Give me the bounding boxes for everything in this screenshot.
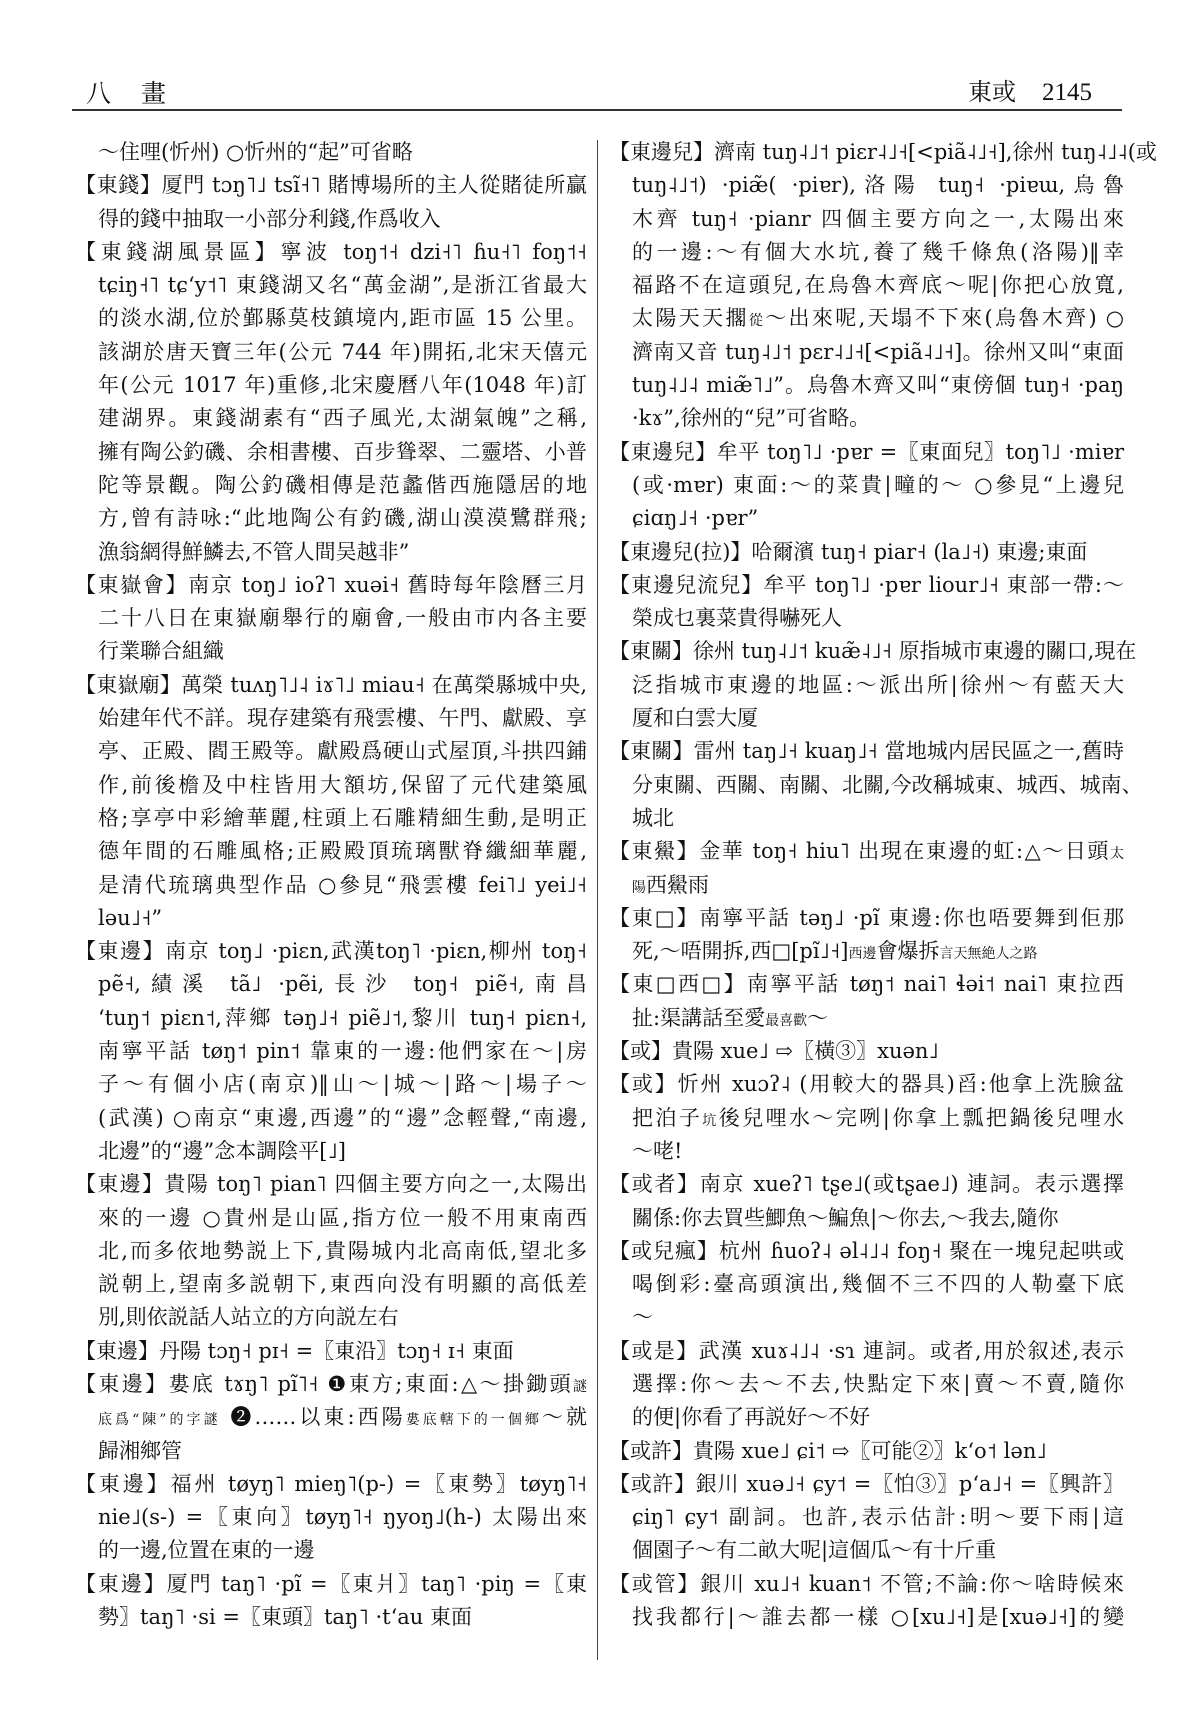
entry-headline xyxy=(609,968,1124,1001)
entry-text: 【東邊兒流兒】牟平 toŋ˥˩ ·pɐr liour˩˧ 東部一帶:～ xyxy=(609,572,1124,597)
entry-line xyxy=(609,1002,1124,1035)
entry-line xyxy=(75,1035,587,1068)
entry-line xyxy=(609,203,1124,236)
right-column xyxy=(609,136,1157,1634)
entry-line xyxy=(75,869,587,902)
entry-text: 【東邊】厦門 taŋ˥ ·pĩ =〖東爿〗taŋ˥ ·piŋ =〖東 xyxy=(75,1571,587,1596)
entry-headline xyxy=(609,1235,1124,1268)
entry-line xyxy=(75,436,587,469)
entry-line xyxy=(609,336,1124,369)
entry-text: 厦和白雲大厦 xyxy=(632,706,758,731)
entry-line xyxy=(75,735,587,768)
dictionary-entry xyxy=(609,436,1124,536)
entry-line xyxy=(609,869,1124,902)
entry-line xyxy=(609,369,1124,402)
entry-line xyxy=(609,169,1124,202)
dictionary-entry xyxy=(609,1035,1124,1068)
entry-text: 南寧平話 tøŋ˦ pin˦ 靠東的一邊:他們家在～|房 xyxy=(98,1039,587,1064)
entry-line xyxy=(609,269,1124,302)
dictionary-entry xyxy=(609,835,1124,902)
entry-text: 陀等景觀。陶公釣磯相傳是范蠡偕西施隱居的地 xyxy=(98,472,587,497)
entry-headline xyxy=(75,236,587,269)
annotation-small-text: 陽 xyxy=(632,879,646,896)
entry-headline xyxy=(609,1335,1124,1368)
entry-text: ～就 xyxy=(541,1405,587,1430)
entry-text: tuŋ˨˩˦) ·piæ̃( ·piɐr),洛陽 tuŋ˧ ·piɐɯ,烏魯 xyxy=(632,173,1124,198)
entry-line xyxy=(75,1002,587,1035)
entry-line xyxy=(75,369,587,402)
entry-text: 年(公元 1017 年)重修,北宋慶曆八年(1048 年)訂 xyxy=(98,373,587,398)
entry-text: 福路不在這頭兒,在烏魯木齊底～呢|你把心放寬, xyxy=(632,273,1124,298)
dictionary-entry xyxy=(75,669,587,935)
entry-text: ʻtuŋ˦ piɛn˦,萍鄉 təŋ˩˧ piẽ˩˦,黎川 tuŋ˧ piɛn˧, xyxy=(98,1005,587,1030)
entry-text: 【或】貴陽 xue˩ ⇨〖橫③〗xuən˩ xyxy=(609,1039,939,1064)
entry-line xyxy=(609,1534,1124,1567)
entry-headline xyxy=(75,935,587,968)
dictionary-entry xyxy=(75,1568,587,1635)
entry-text: 關係:你去買些鯽魚～鯿魚|～你去,～我去,隨你 xyxy=(632,1205,1059,1230)
dictionary-entry xyxy=(609,536,1124,569)
entry-line xyxy=(609,1601,1124,1634)
left-column xyxy=(75,136,587,1634)
entry-text: 選擇:你～去～不去,快點定下來|賣～不賣,隨你 xyxy=(632,1371,1124,1396)
entry-line xyxy=(609,1135,1124,1168)
entry-text: 歸湘鄉管 xyxy=(98,1438,182,1463)
dictionary-entry xyxy=(75,136,587,169)
entry-text: 【東□】南寧平話 təŋ˩ ·pĩ 東邊:你也唔要舞到佢那 xyxy=(609,905,1124,930)
entry-text: 扯:渠講話至愛 xyxy=(632,1005,766,1030)
entry-text: 太陽天天擱 xyxy=(632,306,749,331)
running-head xyxy=(968,72,1092,107)
entry-line xyxy=(609,1301,1124,1334)
entry-text: 個園子～有二畝大呢|這個瓜～有十斤重 xyxy=(632,1538,997,1563)
entry-text: 【東邊兒】牟平 toŋ˥˩ ·pɐr =〖東面兒〗toŋ˥˩ ·miɐr xyxy=(609,439,1124,464)
dictionary-entry xyxy=(75,1168,587,1334)
entry-line xyxy=(75,769,587,802)
entry-line xyxy=(75,1601,587,1634)
entry-line xyxy=(75,203,587,236)
entry-text: pẽ˧,績溪 tã˩ ·pẽi,長沙 toŋ˧ piẽ˧,南昌 xyxy=(98,972,587,997)
entry-text: 是清代琉璃典型作品 ○參見“飛雲樓 fei˥˩ yei˩˧ xyxy=(98,872,587,897)
entry-line xyxy=(609,1368,1124,1401)
entry-headline xyxy=(75,569,587,602)
entry-text: 【或許】銀川 xuə˩˧ ɕy˦ =〖怕③〗pʻa˩˧ =〖興許〗 xyxy=(609,1471,1124,1496)
page-number: 2145 xyxy=(1042,79,1092,106)
entry-text: 把泊子 xyxy=(632,1105,703,1130)
entry-text: tuŋ˨˩˨ miæ̃˥˩”。烏魯木齊又叫“東傍個 tuŋ˧ ·paŋ xyxy=(632,373,1124,398)
annotation-small-text: 從 xyxy=(748,313,766,330)
annotation-small-text: 謎 xyxy=(573,1378,587,1395)
entry-headline xyxy=(609,835,1124,868)
entry-line xyxy=(609,1202,1124,1235)
entry-line xyxy=(609,502,1124,535)
annotation-small-text: 坑 xyxy=(702,1112,719,1129)
entry-line xyxy=(609,1401,1124,1434)
entry-text: 分東關、西關、南關、北關,今改稱城東、城西、城南、 xyxy=(632,772,1143,797)
entry-text: 子～有個小店(南京)‖山～|城～|路～|場子～ xyxy=(98,1072,587,1097)
entry-line xyxy=(609,1501,1124,1534)
dictionary-entry xyxy=(609,968,1124,1035)
entry-text: 【東邊】南京 toŋ˩ ·piɛn,武漢toŋ˥ ·piɛn,柳州 toŋ˧ xyxy=(75,939,587,964)
entry-headline xyxy=(609,635,1137,668)
entry-text: 【或】忻州 xuɔʔ˨ (用較大的器具)舀:他拿上洗臉盆 xyxy=(609,1072,1124,1097)
entry-headline xyxy=(609,1568,1124,1601)
entry-text: nie˩(s-) =〖東向〗tøyŋ˥˧ ŋyoŋ˩(h-) 太陽出來 xyxy=(98,1505,587,1530)
entry-line xyxy=(75,1268,587,1301)
entry-text: tɕiŋ˧˥ tɕʻy˦˥ 東錢湖又名“萬金湖”,是浙江省最大 xyxy=(98,273,587,298)
entry-text: ～ xyxy=(632,1305,653,1330)
entry-text: 格;享亭中彩繪華麗,柱頭上石雕精細生動,是明正 xyxy=(98,805,587,830)
entry-line xyxy=(75,1301,587,1334)
entry-line xyxy=(75,1235,587,1268)
entry-headline xyxy=(609,569,1124,602)
entry-text: 該湖於唐天寶三年(公元 744 年)開拓,北宋天僖元 xyxy=(98,339,587,364)
dictionary-entry xyxy=(609,1168,1124,1235)
guide-characters: 東或 xyxy=(968,78,1016,106)
dictionary-entry xyxy=(609,1235,1124,1335)
entry-text: 【東邊兒】濟南 tuŋ˨˩˦ piɛr˨˩˧[<piã˨˩˧],徐州 tuŋ˨˩˨(或 xyxy=(609,140,1157,164)
dictionary-entry xyxy=(75,1468,587,1568)
entry-text: 【或是】武漢 xuɤ˨˩˨ ·sɿ 連詞。或者,用於叙述,表示 xyxy=(609,1338,1124,1363)
entry-line xyxy=(75,602,587,635)
dictionary-entry xyxy=(609,1068,1124,1168)
dictionary-entry xyxy=(75,1368,587,1468)
entry-line xyxy=(609,935,1124,968)
entry-text: ～咾! xyxy=(632,1138,683,1163)
annotation-small-text: 西邊 xyxy=(848,946,877,963)
entry-text: 【東嶽廟】萬榮 tuʌŋ˥˩˨ iɤ˥˩ miau˧ 在萬榮縣城中央, xyxy=(75,672,587,697)
entry-text: 始建年代不詳。現存建築有飛雲樓、午門、獻殿、享 xyxy=(98,706,587,731)
entry-line xyxy=(75,702,587,735)
entry-text: 的一邊:～有個大水坑,養了幾千條魚(洛陽)‖幸 xyxy=(632,239,1124,264)
entry-headline xyxy=(609,1435,1124,1468)
dictionary-entry xyxy=(609,735,1143,835)
entry-text: 會爆拆 xyxy=(876,939,940,964)
entry-line xyxy=(75,136,587,169)
entry-line xyxy=(609,1102,1124,1135)
entry-headline xyxy=(609,1468,1124,1501)
dictionary-entry xyxy=(609,1435,1124,1468)
entry-headline xyxy=(75,1168,587,1201)
entry-headline xyxy=(75,669,587,702)
entry-text: 木齊 tuŋ˧ ·pianr 四個主要方向之一,太陽出來 xyxy=(632,206,1124,231)
entry-text: 【東邊】貴陽 toŋ˥ pian˥ 四個主要方向之一,太陽出 xyxy=(75,1172,587,1197)
entry-text: 找我都行|～誰去都一樣 ○[xu˩˧]是[xuə˩˧]的變 xyxy=(632,1605,1124,1630)
entry-headline xyxy=(609,1035,1124,1068)
entry-text: 二十八日在東嶽廟舉行的廟會,一般由市内各主要 xyxy=(98,606,587,631)
entry-text: 【東關】徐州 tuŋ˨˩˦ kuæ̃˨˩˧ 原指城市東邊的關口,現在 xyxy=(609,639,1137,664)
entry-line xyxy=(75,1068,587,1101)
dictionary-entry xyxy=(609,136,1157,436)
entry-text: 榮成乜裏菜貴得嚇死人 xyxy=(632,606,842,631)
entry-text: 【東邊兒(拉)】哈爾濱 tuŋ˧ piar˧ (la˩˧) 東邊;東面 xyxy=(609,539,1088,564)
entry-text: 得的錢中抽取一小部分利錢,作爲收入 xyxy=(98,206,441,231)
entry-text: 【東錢】厦門 tɔŋ˥˩ tsĩ˧˥ 賭博場所的主人從賭徒所贏 xyxy=(75,173,587,198)
entry-text: 【東錢湖風景區】寧波 toŋ˦˧ dzi˧˥ ɦu˧˥ foŋ˦˧ xyxy=(75,239,587,264)
entry-line xyxy=(609,402,1124,435)
entry-line xyxy=(75,269,587,302)
entry-text: 西鱟雨 xyxy=(646,872,709,897)
entry-text: ləu˩˧” xyxy=(98,905,163,930)
entry-headline xyxy=(75,169,587,202)
entry-text: 建湖界。東錢湖素有“西子風光,太湖氣魄”之稱, xyxy=(98,406,587,431)
entry-headline xyxy=(75,1568,587,1601)
entry-text: 喝倒彩:臺高頭演出,幾個不三不四的人勒臺下底 xyxy=(632,1272,1124,1297)
entry-text: 【或許】貴陽 xue˩ ɕi˦ ⇨〖可能②〗kʻo˦ lən˩ xyxy=(609,1438,1047,1463)
entry-text: 【東邊】福州 tøyŋ˥ mieŋ˥(p-) =〖東勢〗tøyŋ˥˧ xyxy=(75,1471,587,1496)
dictionary-entry xyxy=(75,169,587,236)
entry-text: 【或管】銀川 xu˩˧ kuan˦ 不管;不論:你～啥時候來 xyxy=(609,1571,1124,1596)
entry-text: 作,前後檐及中柱皆用大額坊,保留了元代建築風 xyxy=(98,772,587,797)
entry-text: 後兒哩水～完咧|你拿上瓢把鍋後兒哩水 xyxy=(718,1105,1125,1130)
entry-headline xyxy=(609,536,1124,569)
entry-headline xyxy=(609,1168,1124,1201)
entry-text: (或·mɐr) 東面:～的菜貴|疃的～ ○參見“上邊兒 xyxy=(632,472,1124,497)
entry-text: 【東□西□】南寧平話 tøŋ˦ nai˥ ɬəi˦ nai˥ 東拉西 xyxy=(609,972,1124,997)
dictionary-entry xyxy=(75,236,587,569)
entry-line xyxy=(609,602,1124,635)
section-header xyxy=(86,74,166,110)
entry-line xyxy=(75,469,587,502)
dictionary-entry xyxy=(609,1568,1124,1635)
entry-line xyxy=(75,635,587,668)
entry-headline xyxy=(609,1068,1124,1101)
entry-line xyxy=(609,702,1124,735)
dictionary-entry xyxy=(75,569,587,669)
entry-line xyxy=(75,402,587,435)
entry-text: 的淡水湖,位於鄞縣莫枝鎮境内,距市區 15 公里。 xyxy=(98,306,587,331)
entry-text: ❷……以東:西陽 xyxy=(220,1405,406,1430)
entry-text: (武漢) ○南京“東邊,西邊”的“邊”念輕聲,“南邊, xyxy=(98,1105,587,1130)
entry-text: ɕiŋ˥ ɕy˦ 副詞。也許,表示估計:明～要下雨|這 xyxy=(632,1505,1124,1530)
annotation-small-text: 言天無絶人之路 xyxy=(939,946,1038,963)
entry-line xyxy=(75,1534,587,1567)
entry-text: ～出來呢,天塌不下來(烏魯木齊) ○ xyxy=(765,306,1125,331)
header-rule xyxy=(72,109,1122,111)
dictionary-entry xyxy=(609,569,1124,636)
entry-text: ～ xyxy=(807,1005,829,1030)
entry-text: 方,曾有詩咏:“此地陶公有釣磯,湖山漠漠鷺群飛; xyxy=(98,506,587,531)
section-char: 八 xyxy=(86,79,112,108)
dictionary-entry xyxy=(609,635,1137,735)
entry-text: 死,～唔開拆,西□[pĩ˩˧] xyxy=(632,939,849,964)
entry-text: 的一邊,位置在東的一邊 xyxy=(98,1538,315,1563)
annotation-small-text: 太 xyxy=(1110,846,1124,863)
entry-line xyxy=(75,802,587,835)
entry-line xyxy=(75,502,587,535)
entry-line xyxy=(609,802,1124,835)
entry-line xyxy=(75,1401,587,1434)
entry-line xyxy=(75,336,587,369)
entry-text: 行業聯合組織 xyxy=(98,639,224,664)
entry-text: 【或兒瘋】杭州 ɦuoʔ˨ əl˨˩˨ foŋ˧ 聚在一塊兒起哄或 xyxy=(609,1238,1124,1263)
entry-text: 城北 xyxy=(632,805,674,830)
entry-line xyxy=(609,302,1124,335)
entry-text: 【或者】南京 xueʔ˥ tʂe˩(或tʂae˩) 連詞。表示選擇 xyxy=(609,1172,1124,1197)
entry-line xyxy=(75,1202,587,1235)
entry-line xyxy=(609,669,1124,702)
entry-text: 擁有陶公釣磯、余相書樓、百步聳翠、二靈塔、小普 xyxy=(98,439,587,464)
entry-line xyxy=(75,835,587,868)
entry-line xyxy=(75,302,587,335)
entry-text: 北,而多依地勢説上下,貴陽城内北高南低,望北多 xyxy=(98,1238,587,1263)
entry-text: 泛指城市東邊的地區:～派出所|徐州～有藍天大 xyxy=(632,672,1124,697)
entry-line xyxy=(75,902,587,935)
entry-text: 亭、正殿、閻王殿等。獻殿爲硬山式屋頂,斗拱四鋪 xyxy=(98,739,587,764)
entry-headline xyxy=(75,1468,587,1501)
section-char: 畫 xyxy=(141,79,167,108)
entry-headline xyxy=(609,136,1157,169)
entry-text: ·kɤ”,徐州的“兒”可省略。 xyxy=(632,406,871,431)
entry-text: 別,則依説話人站立的方向説左右 xyxy=(98,1305,399,1330)
entry-line xyxy=(75,1102,587,1135)
dictionary-entry xyxy=(609,902,1124,969)
entry-line xyxy=(609,236,1124,269)
entry-text: 的便|你看了再説好～不好 xyxy=(632,1405,871,1430)
entry-text: 來的一邊 ○貴州是山區,指方位一般不用東南西 xyxy=(98,1205,587,1230)
entry-headline xyxy=(75,1335,587,1368)
entry-text: 【東邊】婁底 tɤŋ˥ pĩ˥˧ ❶東方;東面:△～掛鋤頭 xyxy=(75,1371,573,1396)
entry-text: 勢〗taŋ˥ ·si =〖東頭〗taŋ˥ ·tʻau 東面 xyxy=(98,1605,472,1630)
entry-text: 【東嶽會】南京 toŋ˩ ioʔ˥ xuəi˧ 舊時每年陰曆三月 xyxy=(75,572,587,597)
entry-line xyxy=(609,1268,1124,1301)
entry-text: 【東邊】丹陽 tɔŋ˧ pɪ˧ =〖東沿〗tɔŋ˧ ɪ˧ 東面 xyxy=(75,1338,514,1363)
dictionary-entry xyxy=(75,935,587,1168)
entry-line xyxy=(609,469,1124,502)
entry-text: 濟南又音 tuŋ˨˩˦ pɛr˨˩˧[<piã˨˩˧]。徐州又叫“東面 xyxy=(632,339,1124,364)
annotation-small-text: 婁底轄下的一個鄉 xyxy=(405,1412,542,1429)
entry-text: 漁翁網得鮮鱗去,不管人間吴越非” xyxy=(98,539,410,564)
dictionary-entry xyxy=(75,1335,587,1368)
entry-text: 説朝上,望南多説朝下,東西向没有明顯的高低差 xyxy=(98,1272,587,1297)
entry-line xyxy=(75,1435,587,1468)
dictionary-entry xyxy=(609,1335,1124,1435)
annotation-small-text: 底爲“陳”的字謎 xyxy=(98,1412,221,1429)
dictionary-entry xyxy=(609,1468,1124,1568)
entry-text: 北邊”的“邊”念本調陰平[˩] xyxy=(98,1138,346,1163)
entry-line xyxy=(75,536,587,569)
entry-headline xyxy=(609,436,1124,469)
entry-text: ～住哩(忻州) ○忻州的“起”可省略 xyxy=(98,140,413,164)
entry-headline xyxy=(75,1368,587,1401)
column-divider xyxy=(597,140,598,1660)
entry-text: 德年間的石雕風格;正殿殿頂琉璃獸脊纖細華麗, xyxy=(98,839,587,864)
entry-line xyxy=(75,1135,587,1168)
entry-line xyxy=(75,1501,587,1534)
entry-line xyxy=(75,968,587,1001)
entry-text: ɕiɑŋ˩˧ ·pɐr” xyxy=(632,506,759,531)
entry-headline xyxy=(609,735,1124,768)
annotation-small-text: 最喜歡 xyxy=(765,1012,808,1029)
entry-text: 【東鱟】金華 toŋ˧ hiu˥ 出現在東邊的虹:△～日頭 xyxy=(609,839,1110,864)
entry-text: 【東關】雷州 taŋ˩˧ kuaŋ˩˧ 當地城内居民區之一,舊時 xyxy=(609,739,1124,764)
entry-line xyxy=(609,769,1143,802)
entry-headline xyxy=(609,902,1124,935)
